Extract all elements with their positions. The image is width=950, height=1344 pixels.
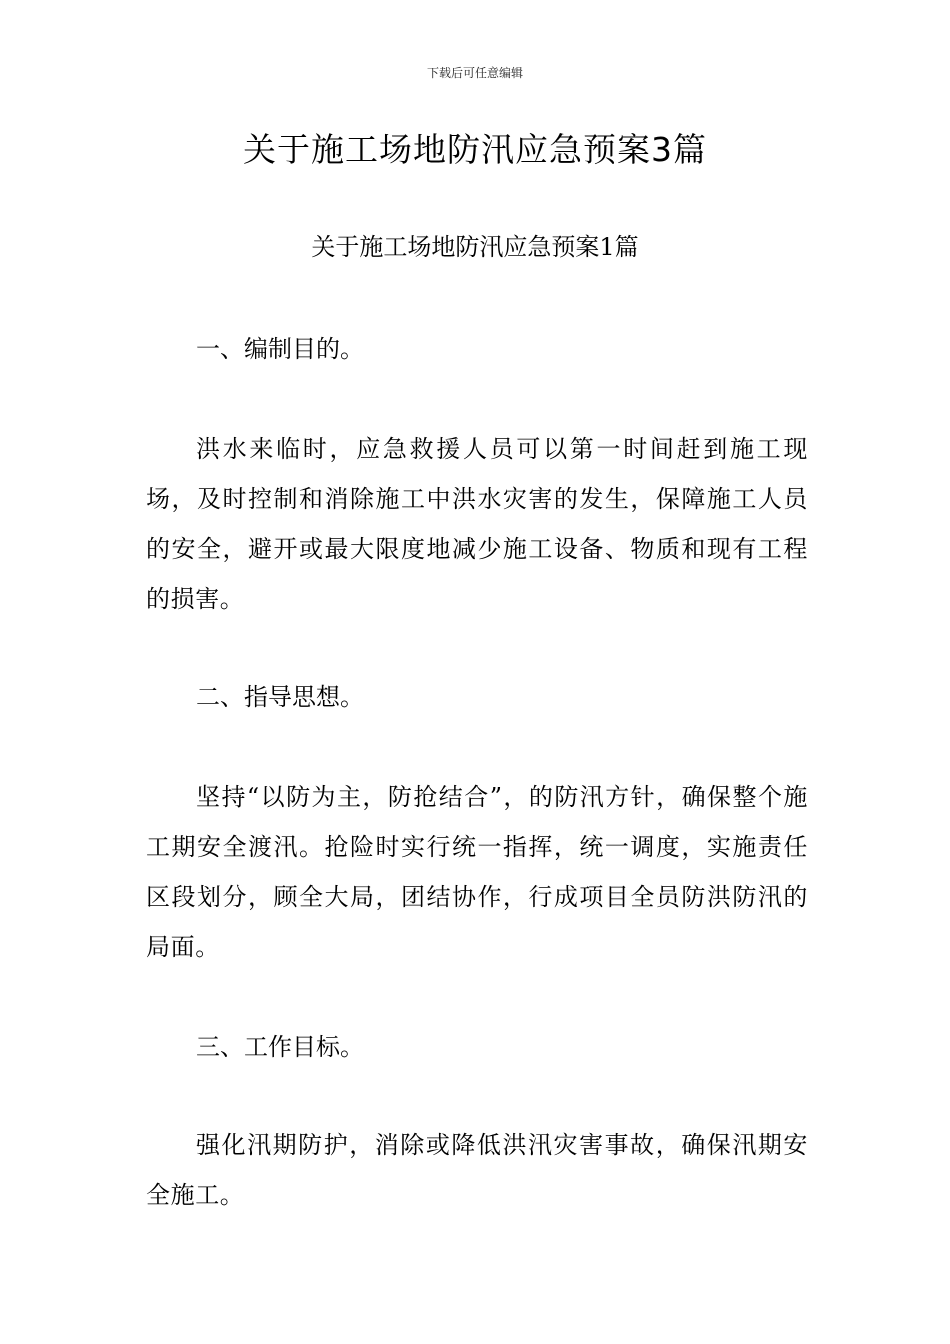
section-heading: 一、编制目的。 (196, 335, 364, 363)
section-paragraph: 坚持“以防为主，防抢结合”，的防汛方针，确保整个施工期安全渡汛。抢险时实行统一指挥，统一调度，实施责任区段划分，顾全大局，团结协作，行成项目全员防洪防汛的局面。 (146, 783, 808, 961)
section-heading: 二、指导思想。 (196, 683, 364, 711)
section-heading: 三、工作目标。 (196, 1033, 364, 1061)
page-header-note: 下载后可任意编辑 (426, 66, 523, 80)
section-paragraph: 强化汛期防护，消除或降低洪汛灾害事故，确保汛期安全施工。 (146, 1131, 808, 1209)
document-subtitle: 关于施工场地防汛应急预案1篇 (311, 233, 639, 261)
document-title: 关于施工场地防汛应急预案3篇 (243, 130, 707, 169)
section-paragraph: 洪水来临时，应急救援人员可以第一时间赶到施工现场，及时控制和消除施工中洪水灾害的发生，保障施工人员的安全，避开或最大限度地减少施工设备、物质和现有工程的损害。 (146, 435, 808, 613)
